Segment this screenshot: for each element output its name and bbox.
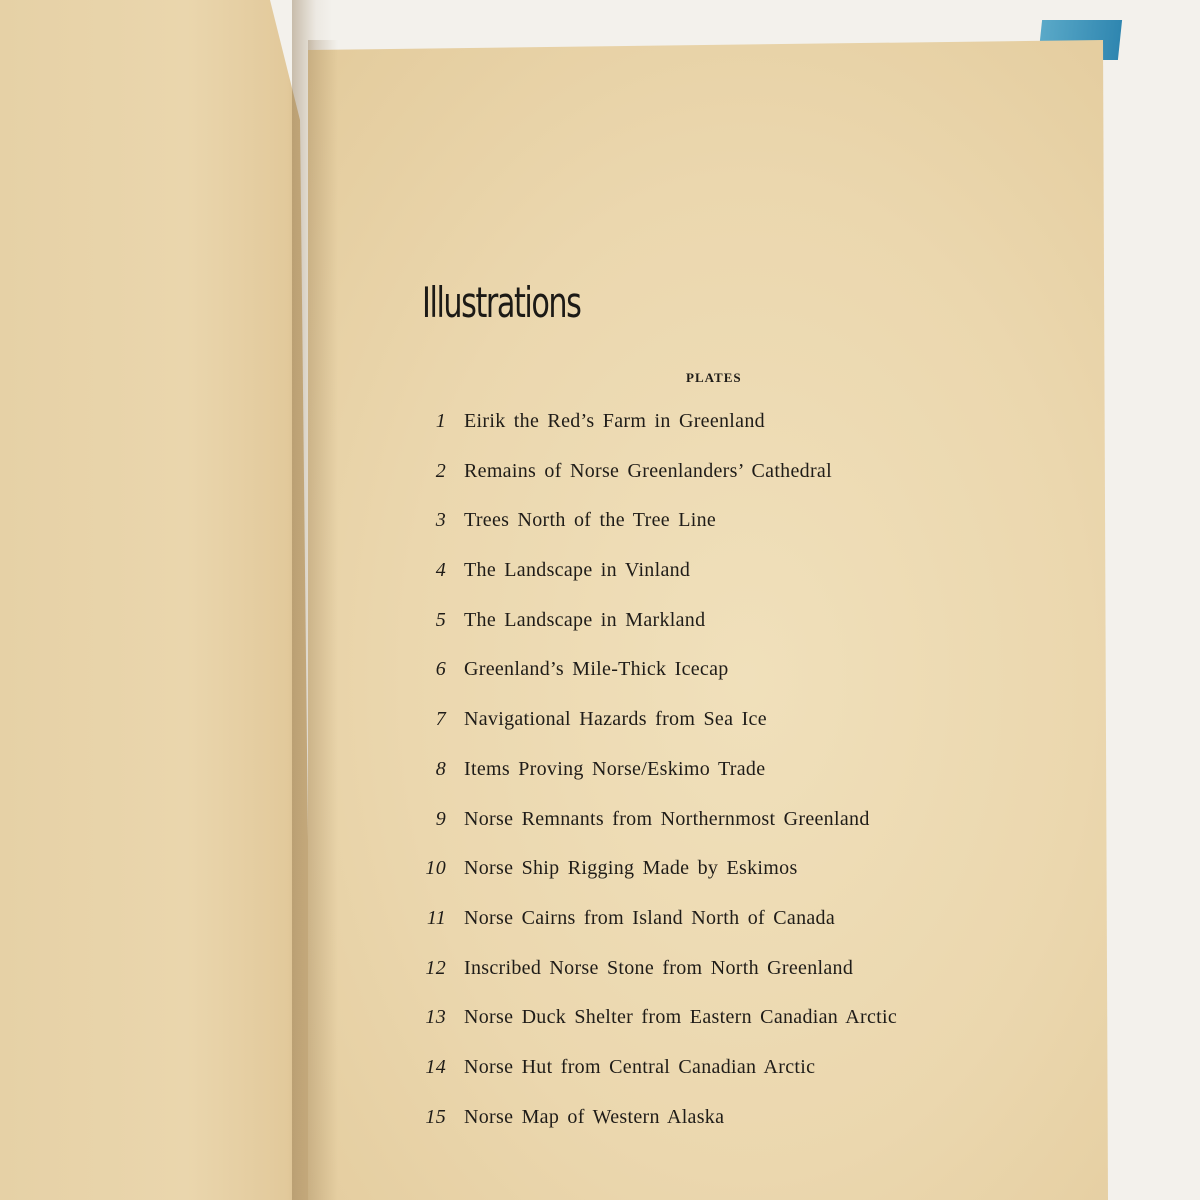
plate-number: 11 <box>426 906 446 929</box>
plate-title: Norse Remnants from Northernmost Greenland <box>464 807 870 830</box>
plate-number: 12 <box>425 956 446 979</box>
list-item <box>420 509 897 559</box>
plate-title: Norse Hut from Central Canadian Arctic <box>464 1055 816 1078</box>
list-item <box>420 658 897 708</box>
plate-number: 8 <box>435 757 446 780</box>
page-title: Illustrations <box>422 278 581 327</box>
plate-number: 6 <box>435 658 446 681</box>
list-item <box>420 907 897 957</box>
plate-list <box>420 410 897 1155</box>
plate-number: 1 <box>435 410 446 432</box>
list-item <box>420 957 897 1007</box>
plate-number: 2 <box>435 459 446 482</box>
list-item <box>420 708 897 758</box>
list-item <box>420 609 897 659</box>
section-label: PLATES <box>686 370 742 385</box>
plate-title: Eirik the Red’s Farm in Greenland <box>464 410 765 432</box>
plate-title: Norse Ship Rigging Made by Eskimos <box>464 857 798 880</box>
plate-title: Norse Map of Western Alaska <box>464 1105 725 1128</box>
plate-title: Inscribed Norse Stone from North Greenland <box>464 956 854 979</box>
plate-title: Norse Cairns from Island North of Canada <box>464 906 836 929</box>
plate-number: 15 <box>425 1105 446 1128</box>
list-item <box>420 559 897 609</box>
list-item <box>420 1056 897 1106</box>
list-item <box>420 460 897 510</box>
plate-number: 14 <box>425 1055 446 1078</box>
list-item <box>420 1106 897 1156</box>
plate-title: Navigational Hazards from Sea Ice <box>464 708 767 731</box>
left-page <box>0 0 312 1200</box>
list-item <box>420 857 897 907</box>
plate-title: Items Proving Norse/Eskimo Trade <box>464 757 766 780</box>
list-item <box>420 1006 897 1056</box>
plate-title: The Landscape in Vinland <box>464 559 691 582</box>
plate-number: 7 <box>435 708 446 731</box>
page-shadow <box>308 40 338 1200</box>
list-item <box>420 758 897 808</box>
plate-title: Trees North of the Tree Line <box>464 509 717 532</box>
plate-number: 9 <box>435 807 446 830</box>
plate-title: Norse Duck Shelter from Eastern Canadian Arctic <box>464 1006 898 1029</box>
plate-number: 4 <box>435 559 446 582</box>
plate-number: 5 <box>435 608 446 631</box>
plate-title: Remains of Norse Greenlanders’ Cathedral <box>464 459 832 482</box>
plate-title: The Landscape in Markland <box>464 608 706 631</box>
plate-number: 3 <box>435 509 446 532</box>
list-item <box>420 410 897 460</box>
plate-number: 13 <box>425 1006 446 1029</box>
plate-number: 10 <box>425 857 446 880</box>
list-item <box>420 808 897 858</box>
plate-title: Greenland’s Mile-Thick Icecap <box>464 658 729 681</box>
